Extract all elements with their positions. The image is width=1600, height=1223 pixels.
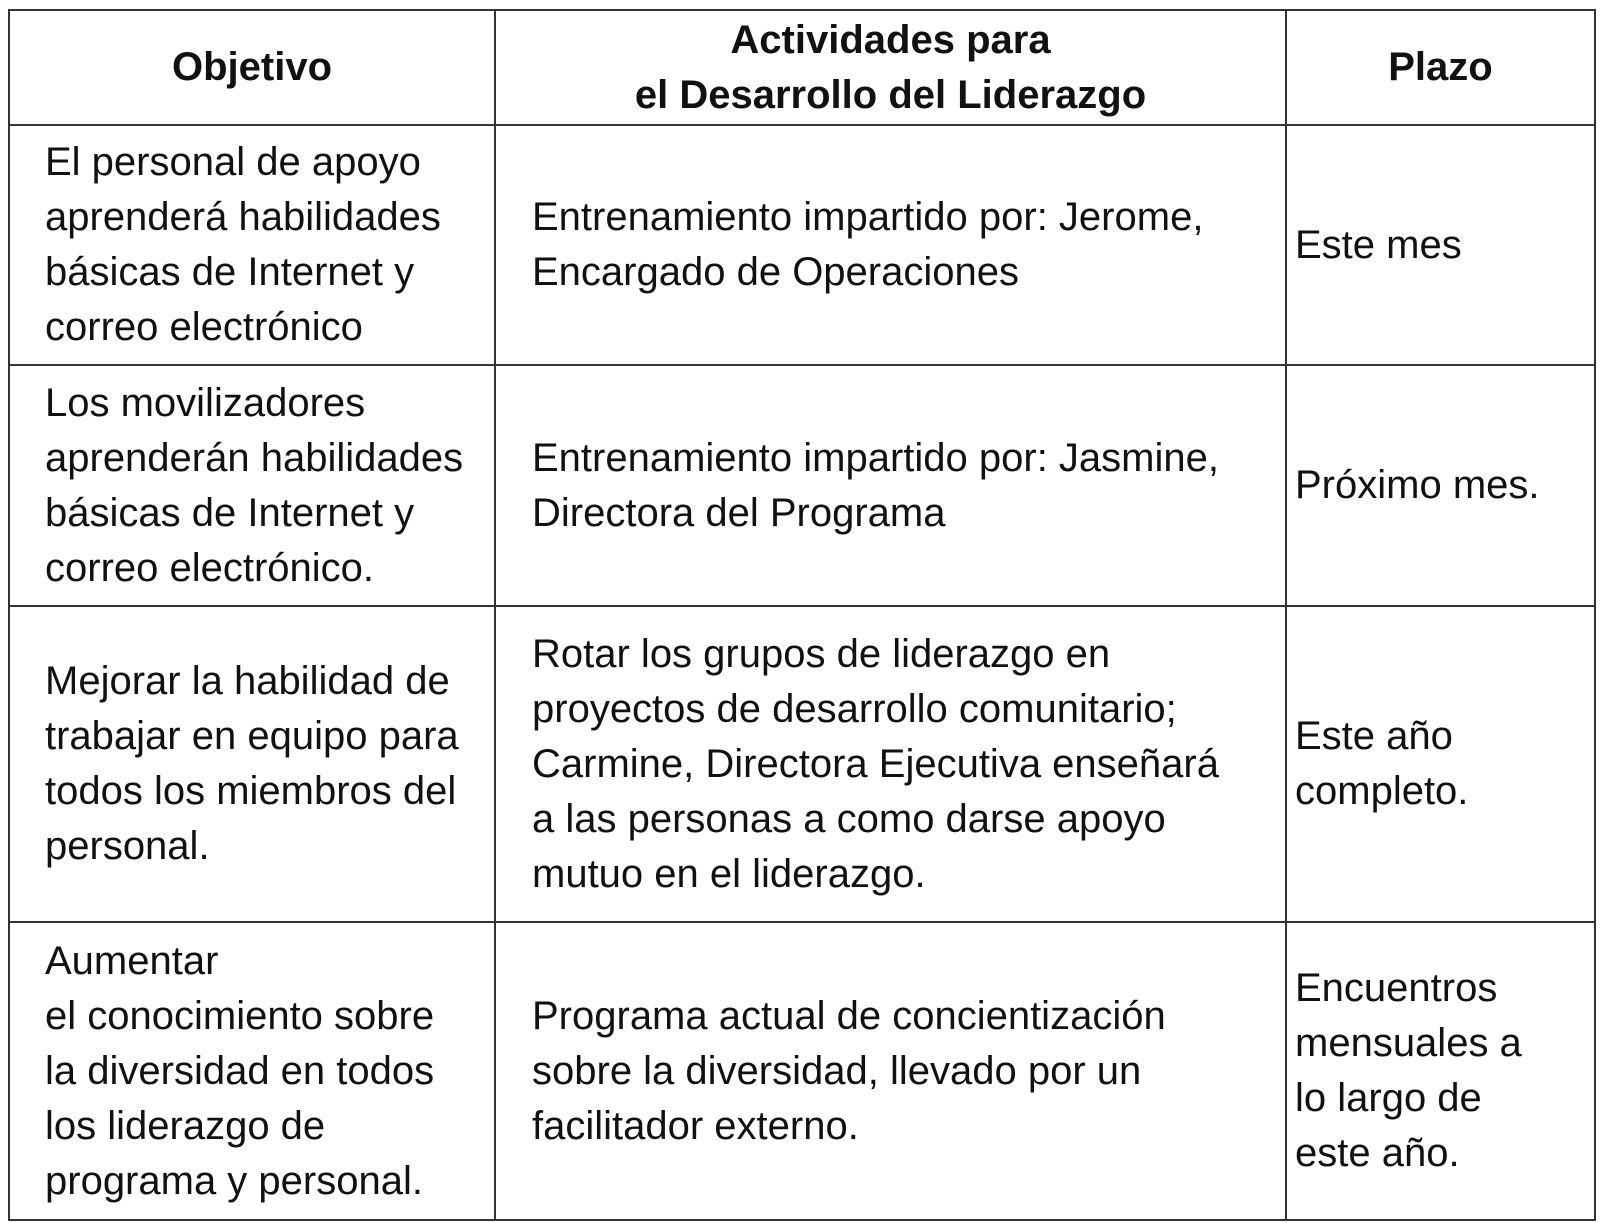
cell-line: sobre la diversidad, llevado por un bbox=[532, 1048, 1142, 1093]
cell-line: Entrenamiento impartido por: Jasmine, bbox=[532, 435, 1219, 480]
header-objetivo: Objetivo bbox=[9, 10, 495, 125]
header-plazo: Plazo bbox=[1286, 10, 1595, 125]
cell-line: Aumentar bbox=[45, 938, 219, 983]
cell-line: Programa actual de concientización bbox=[532, 993, 1166, 1038]
cell-line: mutuo en el liderazgo. bbox=[532, 851, 926, 896]
cell-line: completo. bbox=[1295, 769, 1469, 813]
header-actividades-line-1: Actividades para bbox=[730, 17, 1051, 62]
cell-objetivo bbox=[9, 922, 495, 1220]
cell-line: Directora del Programa bbox=[532, 490, 946, 535]
cell-actividades bbox=[495, 125, 1286, 365]
cell-line: la diversidad en todos bbox=[45, 1048, 435, 1093]
cell-line: Encargado de Operaciones bbox=[532, 250, 1019, 294]
cell-line: básicas de Internet y bbox=[45, 250, 415, 294]
table-row bbox=[9, 922, 1595, 1220]
table-row bbox=[9, 365, 1595, 606]
cell-actividades bbox=[495, 922, 1286, 1220]
cell-line: aprenderán habilidades bbox=[45, 435, 464, 480]
cell-line: los liderazgo de bbox=[45, 1103, 326, 1148]
cell-line: trabajar en equipo para bbox=[45, 714, 459, 758]
cell-line: correo electrónico. bbox=[45, 545, 375, 590]
header-actividades bbox=[495, 10, 1286, 125]
cell-line: facilitador externo. bbox=[532, 1103, 859, 1148]
cell-line: Rotar los grupos de liderazgo en bbox=[532, 631, 1111, 676]
cell-line: correo electrónico bbox=[45, 305, 363, 349]
leadership-development-table bbox=[8, 9, 1596, 1221]
table-row bbox=[9, 125, 1595, 365]
cell-line: Este mes bbox=[1295, 222, 1462, 267]
cell-line: personal. bbox=[45, 824, 210, 868]
cell-plazo bbox=[1286, 365, 1595, 606]
cell-line: Próximo mes. bbox=[1295, 463, 1540, 507]
cell-plazo bbox=[1286, 606, 1595, 922]
cell-line: programa y personal. bbox=[45, 1158, 423, 1203]
cell-line: aprenderá habilidades bbox=[45, 195, 441, 239]
table-header-row bbox=[9, 10, 1595, 125]
cell-line: a las personas a como darse apoyo bbox=[532, 796, 1166, 841]
cell-line: mensuales a bbox=[1295, 1021, 1522, 1065]
cell-objetivo bbox=[9, 365, 495, 606]
cell-line: Este año bbox=[1295, 714, 1453, 758]
cell-line: proyectos de desarrollo comunitario; bbox=[532, 686, 1177, 731]
cell-line: El personal de apoyo bbox=[45, 140, 421, 184]
cell-line: el conocimiento sobre bbox=[45, 993, 435, 1038]
cell-objetivo bbox=[9, 125, 495, 365]
cell-plazo bbox=[1286, 922, 1595, 1220]
cell-line: Encuentros bbox=[1295, 966, 1498, 1010]
cell-line: Entrenamiento impartido por: Jerome, bbox=[532, 195, 1204, 239]
header-actividades-line-2: el Desarrollo del Liderazgo bbox=[634, 72, 1147, 117]
cell-objetivo bbox=[9, 606, 495, 922]
cell-line: Carmine, Directora Ejecutiva enseñará bbox=[532, 741, 1219, 786]
cell-plazo bbox=[1286, 125, 1595, 365]
cell-line: Los movilizadores bbox=[45, 380, 366, 425]
cell-actividades bbox=[495, 365, 1286, 606]
cell-line: este año. bbox=[1295, 1131, 1460, 1175]
cell-line: lo largo de bbox=[1295, 1076, 1482, 1120]
cell-line: Mejorar la habilidad de bbox=[45, 659, 450, 703]
cell-actividades bbox=[495, 606, 1286, 922]
table-row bbox=[9, 606, 1595, 922]
cell-line: todos los miembros del bbox=[45, 769, 457, 813]
cell-line: básicas de Internet y bbox=[45, 490, 415, 535]
